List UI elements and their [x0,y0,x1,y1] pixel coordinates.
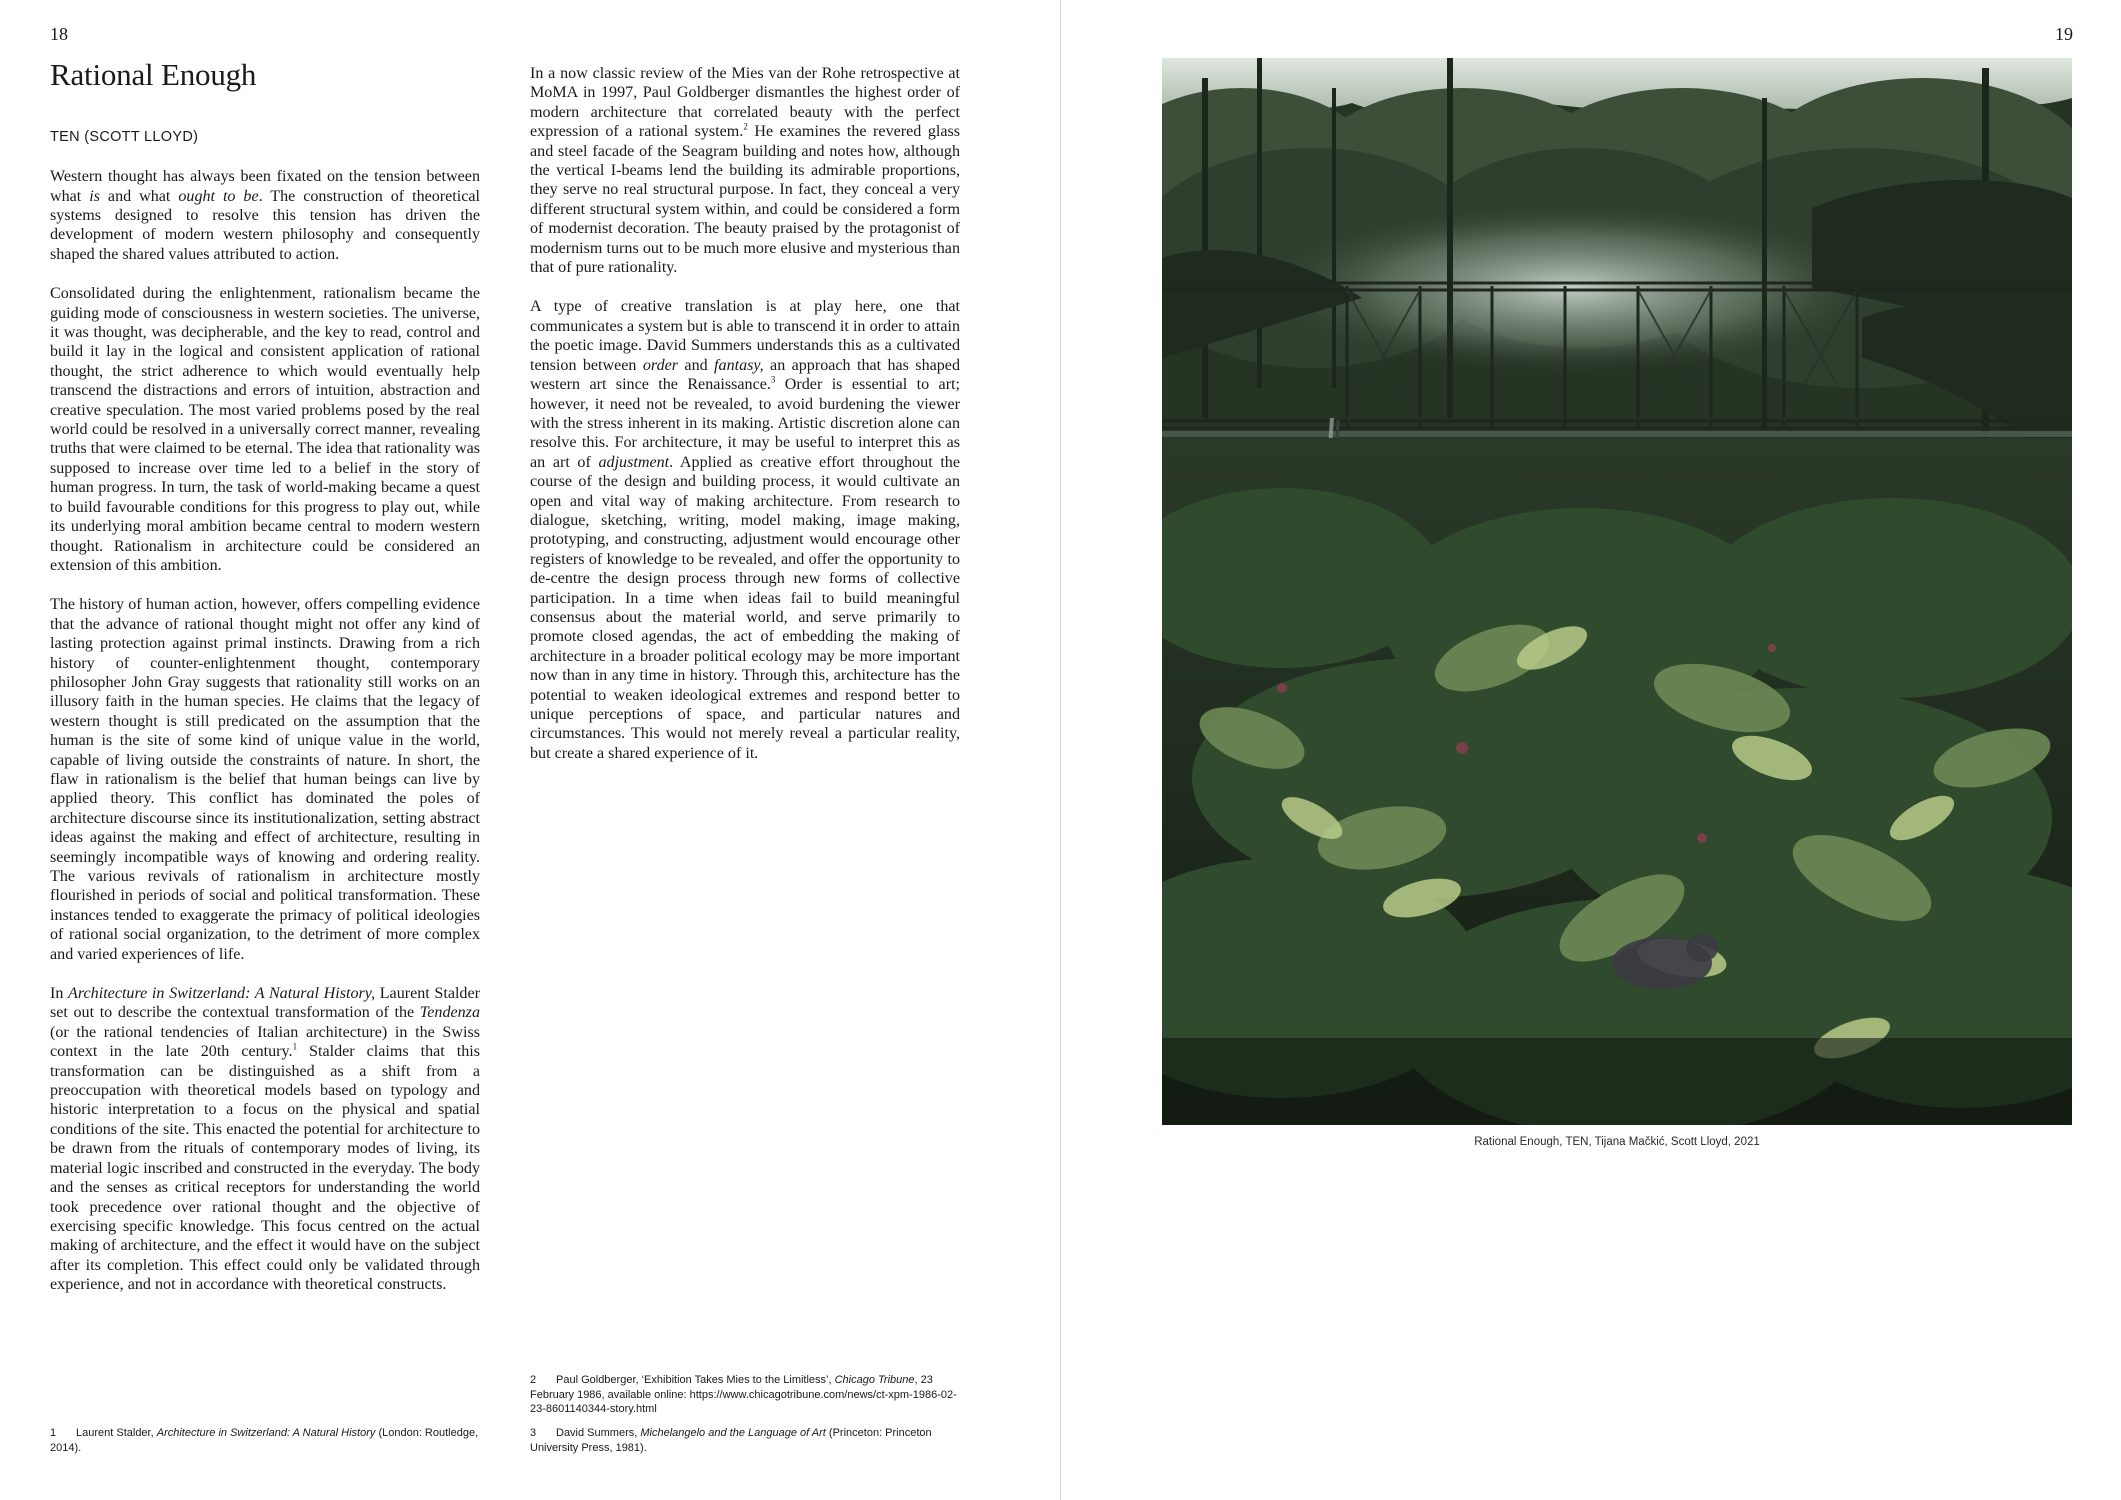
jungle-bridge-render [1162,58,2072,1125]
text-run: Order is essential to art; however, it need not be revealed, to avoid burdening the viewer with the stress inherent in its making. Artistic discretion alone can resolve this. For architecture, it may be useful to interpret this as an art of [530,376,960,471]
italic-run: Tendenza [419,1004,480,1022]
paragraph-6 [530,297,960,763]
figure-caption: Rational Enough, TEN, Tijana Mačkić, Scott Lloyd, 2021 [1474,1136,1760,1148]
text-run: . The construction of theoretical systems designed to resolve this tension has driven the development of modern western philosophy and consequently shaped the shared values attributed to action. [50,187,481,263]
right-page [1061,0,2121,1500]
footnote-text[interactable]: , 23 February 1986, available online: https://www.chicagotribune.com/news/ct-xpm-1986-02-23-8601140344-story.html [530,1374,957,1415]
text-run: (or the rational tendencies of Italian architecture) in the Swiss context in the late 20th century. [50,1023,480,1061]
article-title: Rational Enough [50,57,257,92]
footnote-italic: Chicago Tribune [834,1374,915,1386]
italic-run: ought to be [178,187,259,205]
jungle-illustration [1162,58,2072,1125]
footnote-text: (London: Routledge, 2014). [50,1427,479,1454]
paragraph-3: The history of human action, however, offers compelling evidence that the advance of rational thought might not offer any kind of lasting protection against primal instincts. Drawing from a rich history of counter-enlightenment thought, contemporary philosopher John Gray suggests that rationality still works on an illusory faith in the human species. He claims that the legacy of western thought is still predicated on the assumption that the human is the site of some kind of unique value in the world, capable of living outside the constraints of nature. In short, the flaw in rationalism is the belief that human beings can live by applied theory. This conflict has dominated the poles of architecture discourse since its institutionalization, setting abstract ideas against the making and effect of architecture, resulting in seemingly incompatible ways of knowing and ordering reality. The various revivals of rationalism in architecture mostly flourished in periods of social and political transformation. These instances tended to exaggerate the primacy of political ideologies of rational social organization, to the detriment of more complex and varied experiences of life. [50,596,480,963]
left-page [0,0,1060,1500]
footnote-1 [50,1426,480,1455]
paragraph-4 [50,984,480,1295]
article-author: TEN (SCOTT LLOYD) [50,129,199,146]
paragraph-1 [50,167,480,264]
footnote-ref-3[interactable]: 3 [770,374,776,385]
italic-run: fantasy, [714,356,764,374]
body-text-col2 [530,64,960,763]
body-text-col1 [50,167,480,1294]
text-run: Stalder claims that this transformation can be distinguished as a shift from a preoccupation with theoretical models based on typology and historic interpretation to a focus on the physical and spatial conditions of the site. This enacted the potential for architecture to be drawn from the rituals of contemporary modes of living, its material logic inscribed and constructed in the everyday. The body and the senses as critical receptors for understanding the world took precedence over rational thought and the objective of exercising specific knowledge. This focus centred on the actual making of architecture, and the effect it would have on the subject after its completion. This effect could only be validated through experience, and not in accordance with theoretical constructs. [50,1043,480,1294]
footnote-2 [530,1373,960,1417]
footnote-number: 1 [50,1427,57,1439]
page-number-right: 19 [2055,24,2073,44]
text-run: In [50,985,69,1003]
paragraph-2: Consolidated during the enlightenment, rationalism became the guiding mode of consciousness in western societies. The universe, it was thought, was decipherable, and the key to read, control and build it lay in the logical and consistent application of rational thought, the strict adherence to which would eventually help transcend the distractions and errors of intuition, abstraction and creative speculation. The most varied problems posed by the real world could be resolved in a universally correct manner, revealing truths that were claimed to be eternal. The idea that rationality was supposed to increase over time led to a belief in the story of human progress. In turn, the task of world-making became a quest to build favourable conditions for this progress to play out, while its underlying moral ambition became central to modern western thought. Rationalism in architecture could be considered an extension of this ambition. [50,285,480,574]
text-run: and what [99,187,179,205]
text-run: . Applied as creative effort throughout the course of the design and building process, it would cultivate an open and vital way of making architecture. From research to dialogue, sketching, writing, model making, image making, prototyping, and constructing, adjustment would encourage other registers of knowledge to be revealed, and offer the opportunity to de-centre the design process through new forms of collective participation. In a time when ideas fail to build meaningful consensus about the material world, and serve primarily to promote closed agendas, the act of embedding the making of architecture in a broader political ecology may be more important now than in any time in history. Through this, architecture has the potential to weaken ideological extremes and respond better to unique perceptions of space, and particular natures and circumstances. This would not merely reveal a particular reality, but create a shared experience of it. [530,453,960,762]
footnote-ref-2[interactable]: 2 [743,121,748,132]
text-run: and [678,356,715,374]
footnote-number: 2 [530,1374,537,1386]
footnote-text: Laurent Stalder, [76,1427,157,1439]
text-run: Laurent Stalder set out to describe the contextual transformation of the [50,985,480,1022]
footnote-ref-1[interactable]: 1 [292,1041,298,1052]
text-run: an approach that has shaped western art since the Renaissance. [530,356,961,394]
footnote-italic: Michelangelo and the Language of Art [640,1427,826,1439]
text-run: In a now classic review of the Mies van der Rohe retrospective at MoMA in 1997, Paul Goldberger dismantles the highest order of modern architecture that correlated beauty with the perfect expression of a rational system. [530,65,960,141]
footnote-text: David Summers, [556,1427,641,1439]
text-run: Western thought has always been fixated on the tension between what [50,168,480,205]
paragraph-5 [530,64,960,277]
footnote-italic: Architecture in Switzerland: A Natural History [156,1427,376,1439]
text-run: He examines the revered glass and steel facade of the Seagram building and notes how, although the vertical I-beams lend the building its admirable proportions, they serve no real structural purpose. In fact, they conceal a very different structural system within, and could be considered a form of modernist decoration. The beauty praised by the protagonist of modernism turns out to be much more elusive and mysterious than that of pure rationality. [530,123,961,277]
text-column-1 [50,56,480,1295]
italic-run: adjustment [598,453,670,471]
italic-run: order [642,356,679,374]
footnote-text: Paul Goldberger, ‘Exhibition Takes Mies to the Limitless’, [556,1374,835,1386]
text-run: A type of creative translation is at play here, one that communicates a system but is able to transcend it in order to attain the poetic image. David Summers understands this as a cultivated tension between [530,298,960,374]
italic-run: Architecture in Switzerland: A Natural History, [68,985,376,1003]
page-number-left: 18 [50,24,68,44]
footnote-3 [530,1426,960,1455]
italic-run: is [89,187,100,205]
footnote-number: 3 [530,1427,537,1439]
text-column-2 [530,64,960,763]
footnote-text: (Princeton: Princeton University Press, 1981). [530,1427,932,1454]
